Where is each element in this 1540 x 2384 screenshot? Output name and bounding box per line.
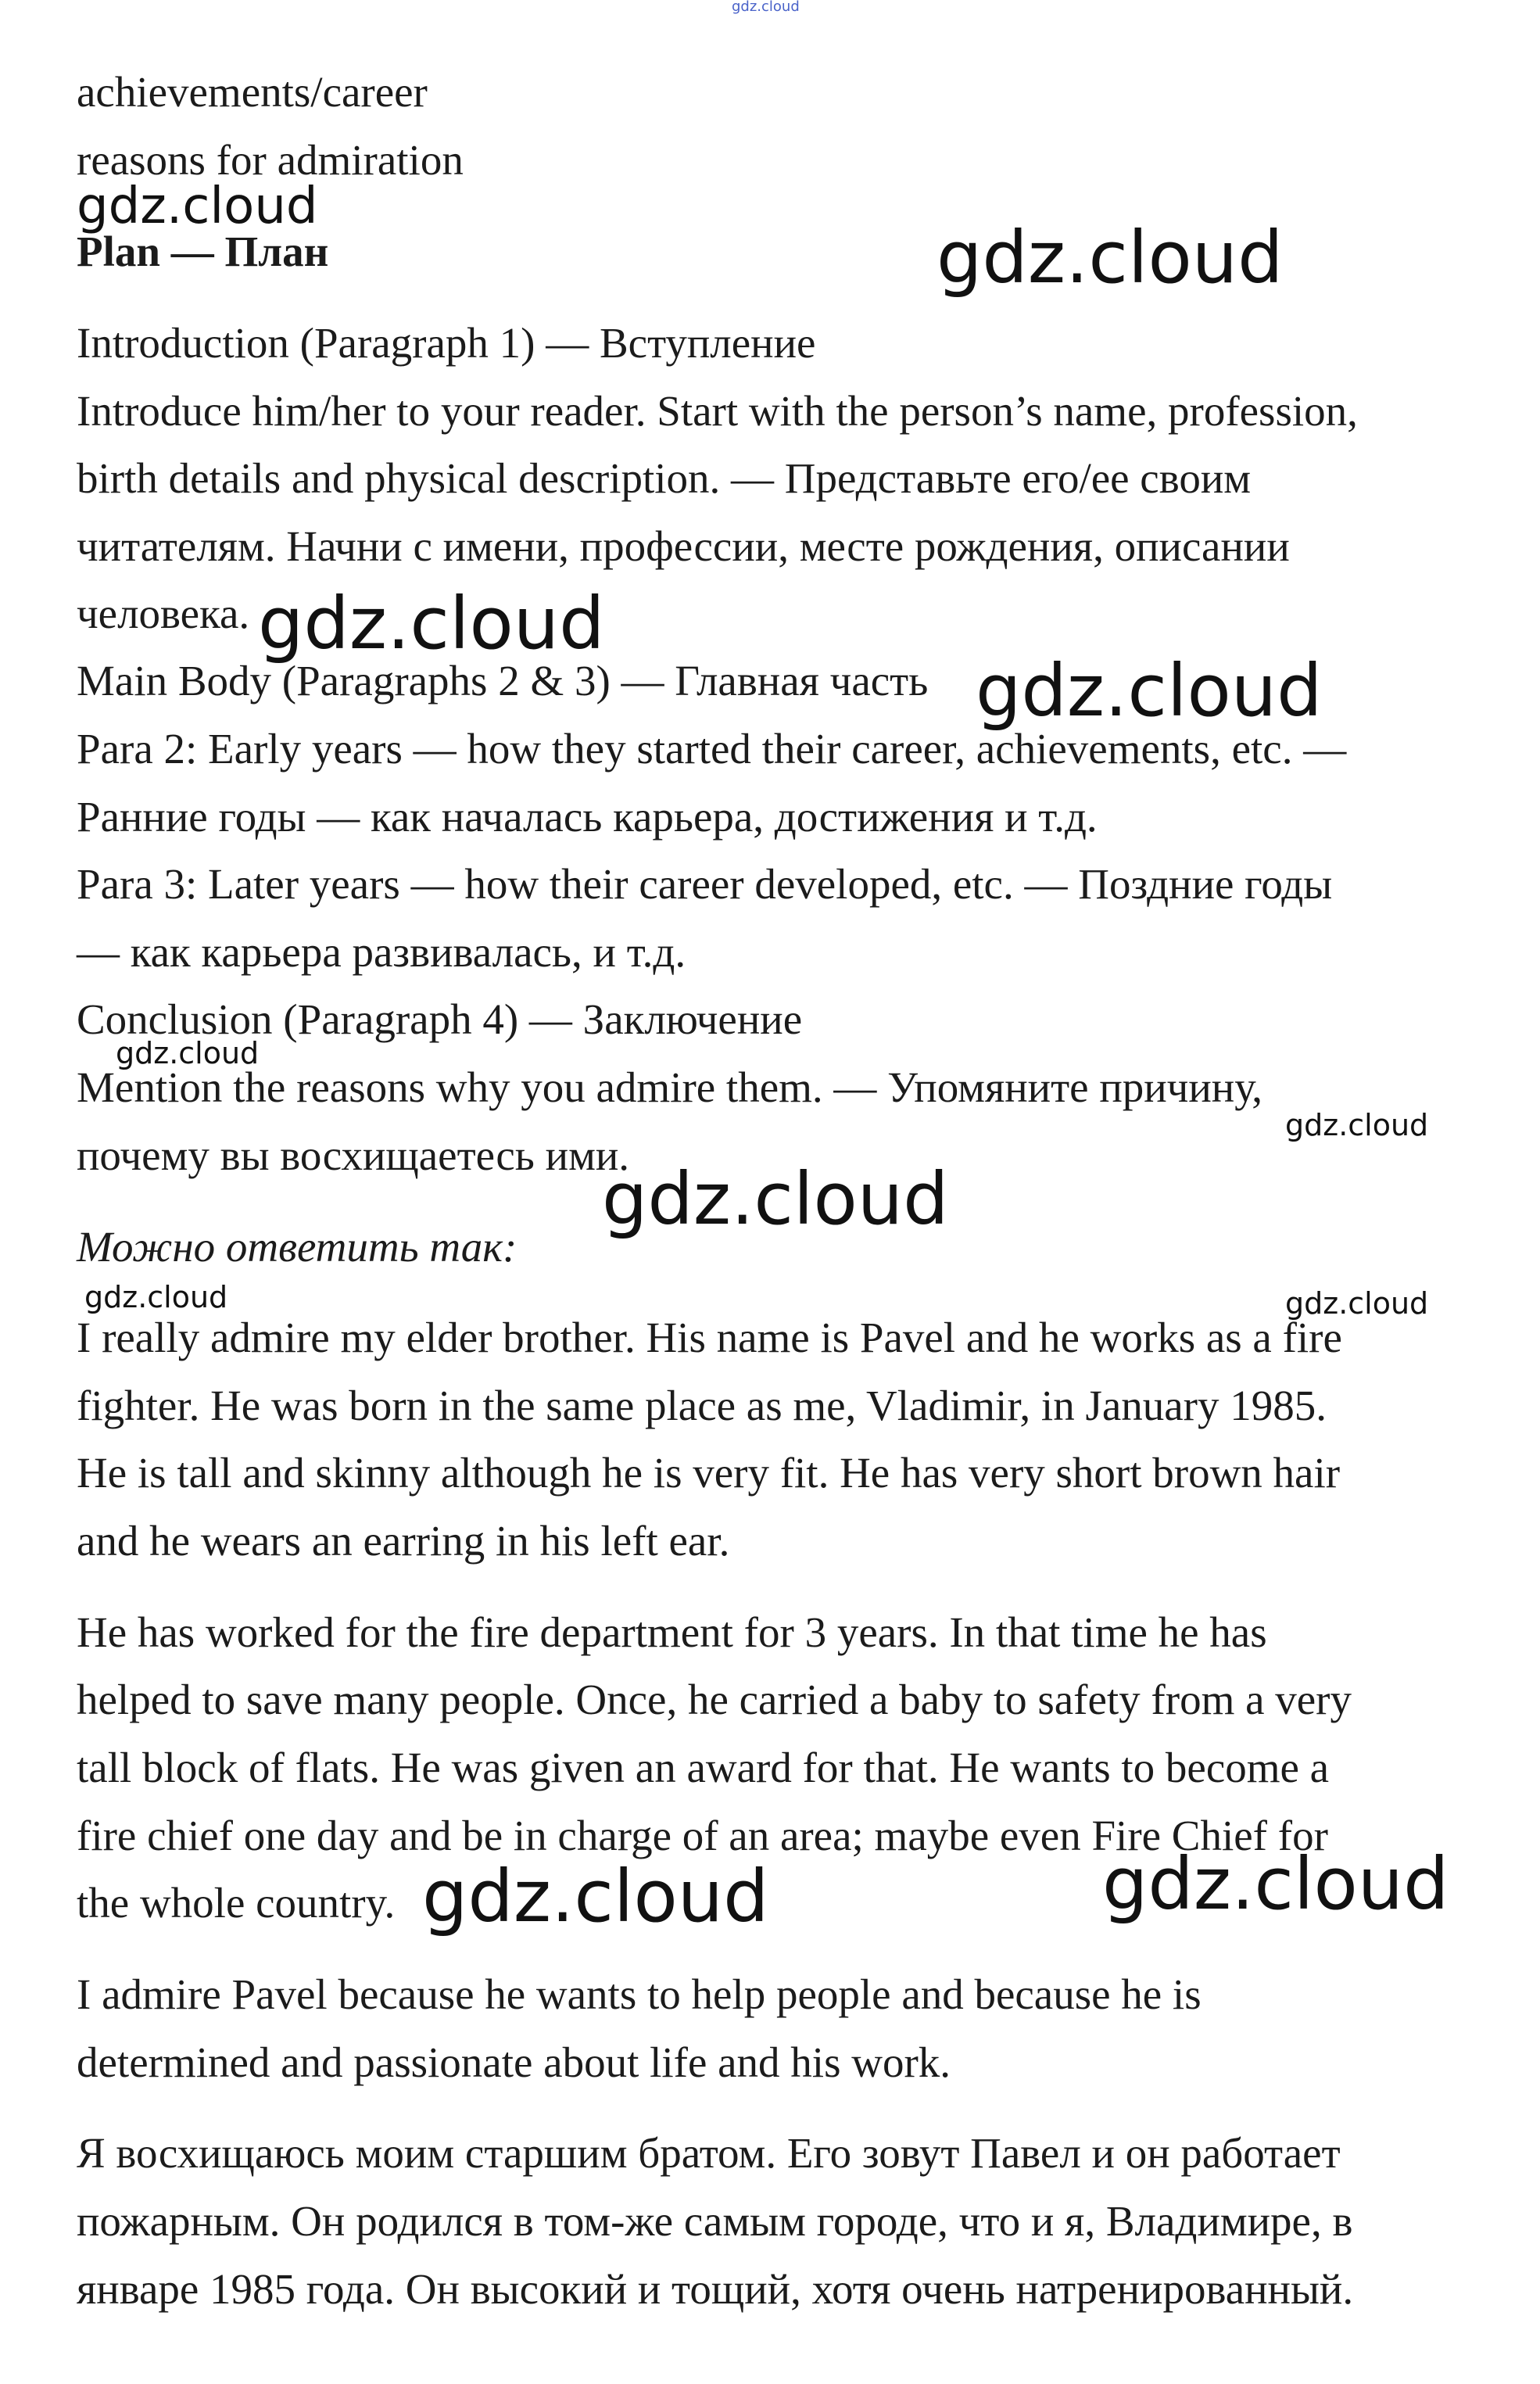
text-line: He has worked for the fire department for 3 years. In that time he has — [77, 1608, 1267, 1656]
top-watermark: gdz.cloud — [732, 0, 800, 15]
watermark: gdz.cloud — [976, 649, 1323, 733]
text-line: birth details and physical description. — Представьте его/ее своим — [77, 454, 1252, 502]
text-line: Para 2: Early years — how they started their career, achievements, etc. — — [77, 725, 1347, 773]
text-line: человека. — [77, 590, 250, 637]
text-line: I admire Pavel because he wants to help people and because he is — [77, 1970, 1202, 2018]
watermark: gdz.cloud — [258, 582, 605, 665]
text-line: Introduction (Paragraph 1) — Вступление — [77, 319, 816, 367]
watermark: gdz.cloud — [937, 216, 1284, 299]
watermark: gdz.cloud — [84, 1280, 228, 1314]
text-line: Introduce him/her to your reader. Start with the person’s name, profession, — [77, 387, 1358, 435]
watermark: gdz.cloud — [1102, 1842, 1449, 1926]
text-line: I really admire my elder brother. His name is Pavel and he works as a fire — [77, 1314, 1342, 1361]
text-line: the whole country. — [77, 1879, 396, 1927]
text-line: читателям. Начни с имени, профессии, месте рождения, описании — [77, 522, 1290, 570]
text-line: fighter. He was born in the same place as me, Vladimir, in January 1985. — [77, 1382, 1327, 1429]
watermark: gdz.cloud — [1285, 1108, 1429, 1142]
text-line: Mention the reasons why you admire them. — Упомяните причину, — [77, 1063, 1262, 1111]
text-line: январе 1985 года. Он высокий и тощий, хотя очень натренированный. — [77, 2265, 1354, 2313]
text-line: — как карьера развивалась, и т.д. — [77, 928, 686, 976]
text-line: Я восхищаюсь моим старшим братом. Его зовут Павел и он работает — [77, 2129, 1341, 2177]
text-line: helped to save many people. Once, he carried a baby to safety from a very — [77, 1676, 1352, 1723]
text-line: achievements/career — [77, 68, 428, 116]
text-line: fire chief one day and be in charge of an area; maybe even Fire Chief for — [77, 1812, 1328, 1859]
watermark: gdz.cloud — [1285, 1286, 1429, 1321]
text-line: reasons for admiration — [77, 136, 464, 184]
plan-heading: Plan — План — [77, 228, 329, 275]
text-line: почему вы восхищаетесь ими. — [77, 1131, 630, 1179]
watermark: gdz.cloud — [602, 1157, 949, 1241]
watermark: gdz.cloud — [77, 177, 318, 235]
answer-intro: Можно ответить так: — [77, 1223, 518, 1271]
text-line: and he wears an earring in his left ear. — [77, 1517, 730, 1565]
text-line: Main Body (Paragraphs 2 & 3) — Главная часть — [77, 657, 929, 704]
text-line: determined and passionate about life and his work. — [77, 2038, 951, 2086]
text-line: Para 3: Later years — how their career developed, etc. — Поздние годы — [77, 860, 1333, 908]
text-line: He is tall and skinny although he is very fit. He has very short brown hair — [77, 1449, 1341, 1497]
text-line: tall block of flats. He was given an award for that. He wants to become a — [77, 1744, 1330, 1791]
text-line: пожарным. Он родился в том-же самым городе, что и я, Владимире, в — [77, 2197, 1353, 2245]
watermark: gdz.cloud — [422, 1855, 769, 1938]
watermark: gdz.cloud — [116, 1036, 260, 1070]
text-line: Conclusion (Paragraph 4) — Заключение — [77, 995, 803, 1043]
text-line: Ранние годы — как началась карьера, достижения и т.д. — [77, 793, 1098, 841]
